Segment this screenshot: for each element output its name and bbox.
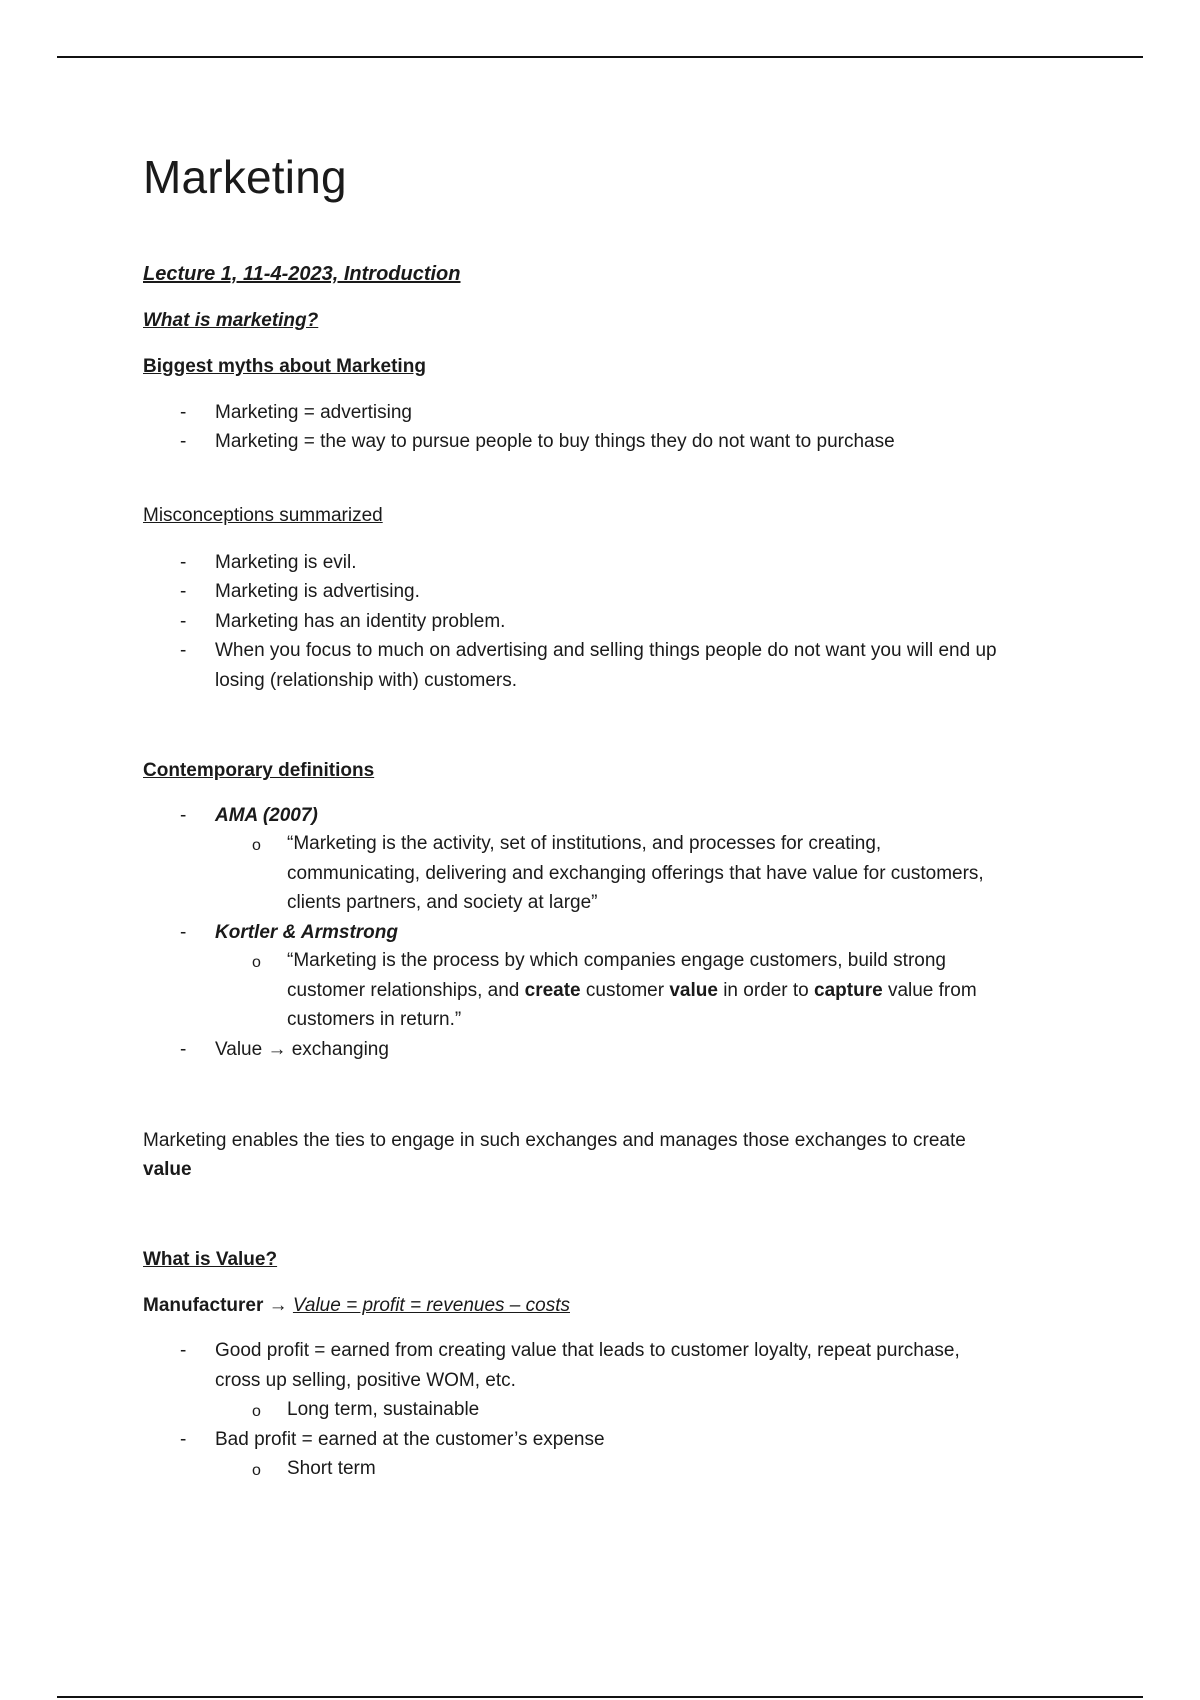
list-item: Marketing = advertising xyxy=(215,402,412,423)
what-is-marketing-heading: What is marketing? xyxy=(143,310,319,331)
page-title: Marketing xyxy=(143,151,347,203)
manufacturer-line xyxy=(143,1295,570,1318)
bottom-rule xyxy=(57,1696,1143,1698)
dash-bullet: - xyxy=(180,805,187,826)
ama-quote-line: “Marketing is the activity, set of institutions, and processes for creating, xyxy=(287,833,882,854)
kortler-label: Kortler & Armstrong xyxy=(215,922,398,943)
list-item: Value → exchanging xyxy=(215,1039,389,1060)
circle-bullet: o xyxy=(252,1403,261,1420)
definitions-heading: Contemporary definitions xyxy=(143,760,375,781)
dash-bullet: - xyxy=(180,581,187,602)
top-rule xyxy=(57,56,1143,58)
dash-bullet: - xyxy=(180,922,187,943)
ama-label: AMA (2007) xyxy=(215,805,318,826)
value-emphasis: value xyxy=(669,980,718,1001)
kortler-quote-line: customer relationships, and create customer value in order to capture value from xyxy=(287,980,977,1001)
dash-bullet: - xyxy=(180,1340,187,1361)
misconceptions-heading: Misconceptions summarized xyxy=(143,505,383,526)
list-item: Marketing = the way to pursue people to buy things they do not want to purchase xyxy=(215,431,895,452)
kortler-quote-line: customers in return.” xyxy=(287,1009,462,1030)
list-item: Good profit = earned from creating value that leads to customer loyalty, repeat purchase, xyxy=(215,1340,960,1361)
list-item: Marketing is advertising. xyxy=(215,581,420,602)
dash-bullet: - xyxy=(180,1039,187,1060)
dash-bullet: - xyxy=(180,640,187,661)
list-item-continuation: losing (relationship with) customers. xyxy=(215,670,518,691)
capture-emphasis: capture xyxy=(814,980,883,1001)
circle-bullet: o xyxy=(252,954,261,971)
lecture-heading: Lecture 1, 11-4-2023, Introduction xyxy=(143,263,461,285)
dash-bullet: - xyxy=(180,402,187,423)
ama-quote-line: communicating, delivering and exchanging offerings that have value for customers, xyxy=(287,863,984,884)
sub-item: Short term xyxy=(287,1458,376,1479)
list-item: When you focus to much on advertising and selling things people do not want you will end up xyxy=(215,640,997,661)
dash-bullet: - xyxy=(180,611,187,632)
myths-heading: Biggest myths about Marketing xyxy=(143,356,426,377)
list-item-continuation: cross up selling, positive WOM, etc. xyxy=(215,1370,516,1391)
kortler-quote-line: “Marketing is the process by which companies engage customers, build strong xyxy=(287,950,946,971)
dash-bullet: - xyxy=(180,431,187,452)
enables-value-word: value xyxy=(143,1159,192,1180)
manufacturer-label: Manufacturer → xyxy=(143,1295,293,1316)
list-item: Bad profit = earned at the customer’s expense xyxy=(215,1429,605,1450)
create-emphasis: create xyxy=(524,980,581,1001)
list-item: Marketing is evil. xyxy=(215,552,357,573)
circle-bullet: o xyxy=(252,1462,261,1479)
value-heading: What is Value? xyxy=(143,1249,278,1270)
enables-paragraph-line: Marketing enables the ties to engage in such exchanges and manages those exchanges to create xyxy=(143,1130,966,1151)
sub-item: Long term, sustainable xyxy=(287,1399,480,1420)
circle-bullet: o xyxy=(252,837,261,854)
manufacturer-formula: Value = profit = revenues – costs xyxy=(292,1295,570,1316)
dash-bullet: - xyxy=(180,552,187,573)
ama-quote-line: clients partners, and society at large” xyxy=(287,892,598,913)
dash-bullet: - xyxy=(180,1429,187,1450)
list-item: Marketing has an identity problem. xyxy=(215,611,506,632)
